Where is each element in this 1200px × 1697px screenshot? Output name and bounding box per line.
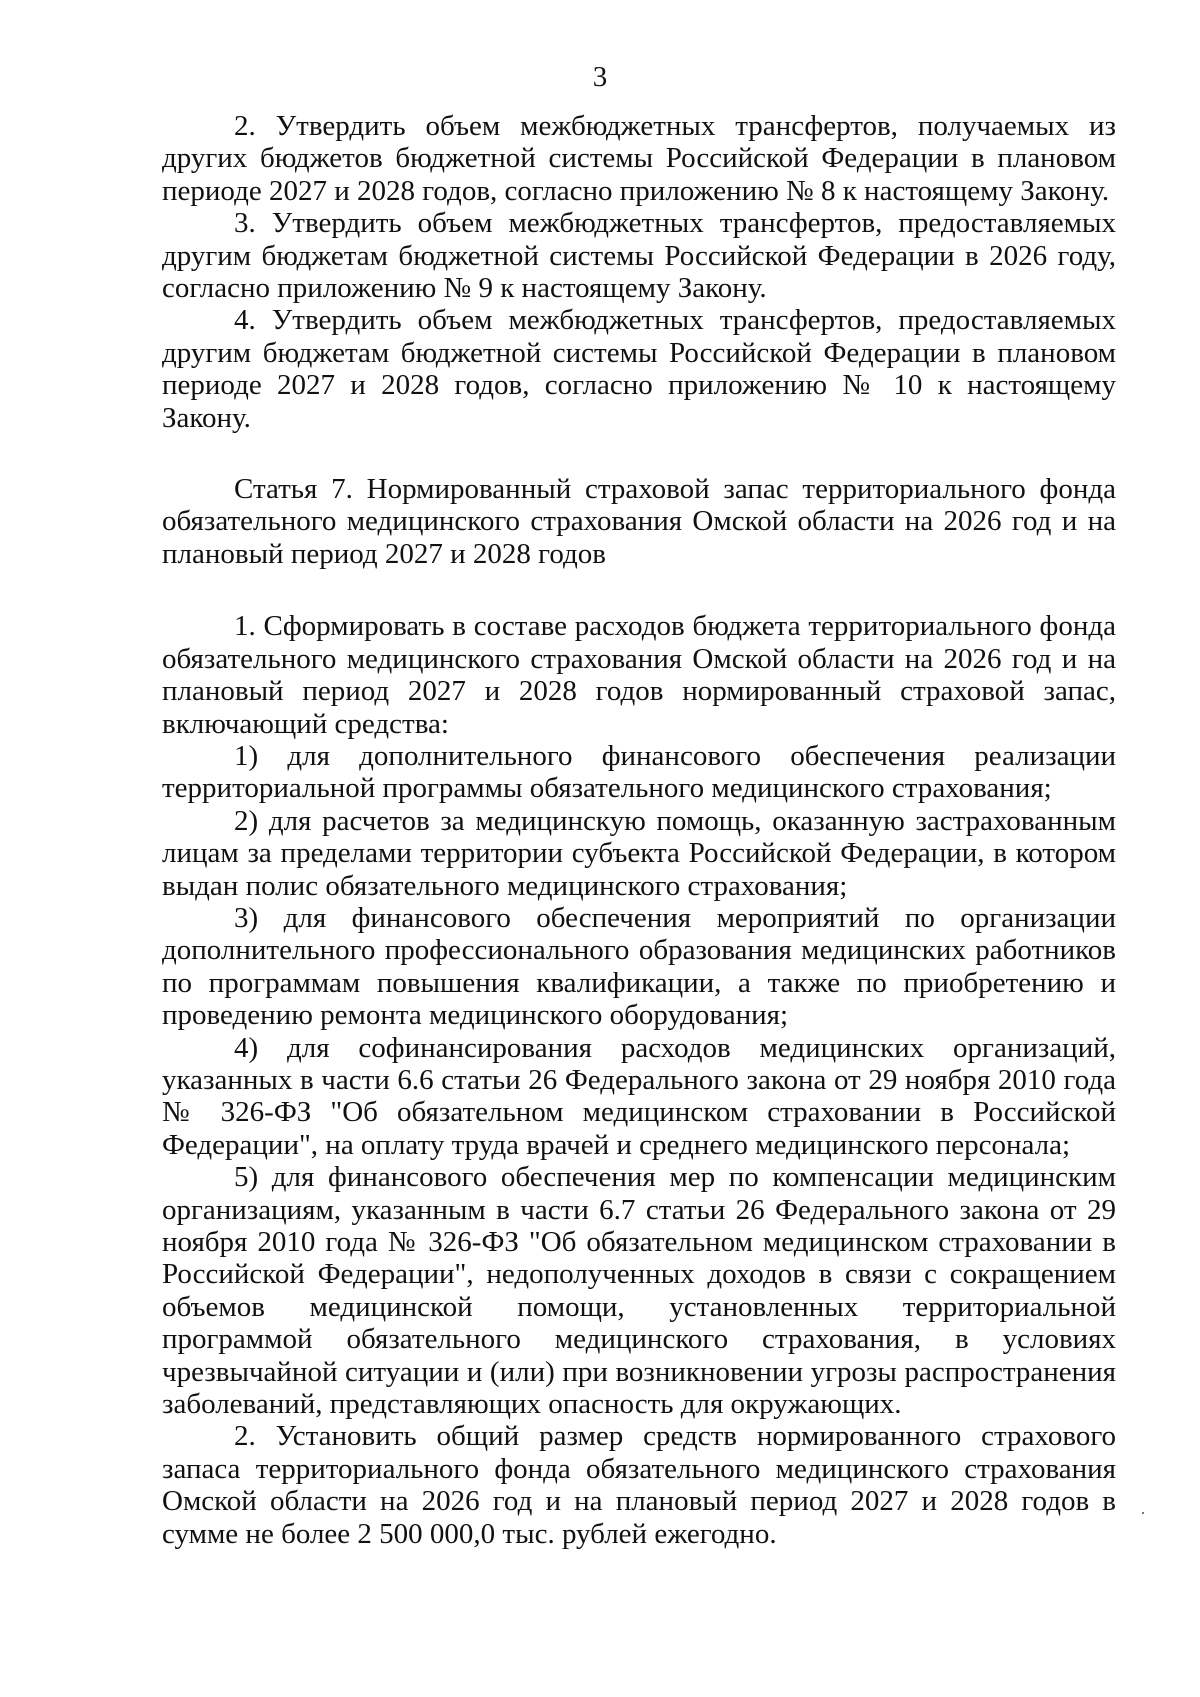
list-item-5: 5) для финансового обеспечения мер по компенсации медицинским организациям, указанным в части 6.7 статьи 26 Федерального закона от 29 ноября 2010 года № 326-ФЗ "Об обязательном медицинском страховании в Российской Федерации", недополученных доходов в связи с сокращением объемов медицинской помощи, установленных территориальной программой обязательного медицинского страхования, в условиях чрезвычайной ситуации и (или) при возникновении угрозы распространения заболеваний, представляющих опасность для окружающих. (162, 1161, 1116, 1421)
paragraph-form-reserve: 1. Сформировать в составе расходов бюджета территориального фонда обязательного медицинского страхования Омской области на 2026 год и на плановый период 2027 и 2028 годов нормированный страховой запас, включающий средства: (162, 610, 1116, 740)
list-item-2: 2) для расчетов за медицинскую помощь, оказанную застрахованным лицам за пределами территории субъекта Российской Федерации, в котором выдан полис обязательного медицинского страхования; (162, 804, 1116, 902)
paragraph-transfers-received: 2. Утвердить объем межбюджетных трансфертов, получаемых из других бюджетов бюджетной системы Российской Федерации в плановом периоде 2027 и 2028 годов, согласно приложению № 8 к настоящему Закону. (162, 110, 1116, 207)
spacer (162, 434, 1116, 473)
paragraph-reserve-amount: 2. Установить общий размер средств нормированного страхового запаса территориального фонда обязательного медицинского страхования Омской области на 2026 год и на плановый период 2027 и 2028 годов в сумме не более 2 500 000,0 тыс. рублей ежегодно. (162, 1420, 1116, 1550)
list-item-3: 3) для финансового обеспечения мероприятий по организации дополнительного профессионального образования медицинских работников по программам повышения квалификации, а также по приобретению и проведению ремонта медицинского оборудования; (162, 901, 1116, 1032)
paragraph-transfers-provided-planned: 4. Утвердить объем межбюджетных трансфертов, предоставляемых другим бюджетам бюджетной системы Российской Федерации в плановом периоде 2027 и 2028 годов, согласно приложению № 10 к настоящему Закону. (162, 304, 1116, 434)
list-item-1: 1) для дополнительного финансового обеспечения реализации территориальной программы обязательного медицинского страхования; (162, 739, 1116, 805)
scan-speck (1142, 1512, 1144, 1514)
page-number: 3 (592, 61, 608, 93)
document-body (162, 110, 1116, 1550)
spacer (162, 570, 1116, 610)
paragraph-transfers-provided-2026: 3. Утвердить объем межбюджетных трансфертов, предоставляемых другим бюджетам бюджетной системы Российской Федерации в 2026 году, согласно приложению № 9 к настоящему Закону. (162, 207, 1116, 305)
list-item-4: 4) для софинансирования расходов медицинских организаций, указанных в части 6.6 статьи 26 Федерального закона от 29 ноября 2010 года № 326-ФЗ "Об обязательном медицинском страховании в Российской Федерации", на оплату труда врачей и среднего медицинского персонала; (162, 1031, 1116, 1161)
article-7-title: Статья 7. Нормированный страховой запас территориального фонда обязательного медицинского страхования Омской области на 2026 год и на плановый период 2027 и 2028 годов (162, 473, 1116, 570)
